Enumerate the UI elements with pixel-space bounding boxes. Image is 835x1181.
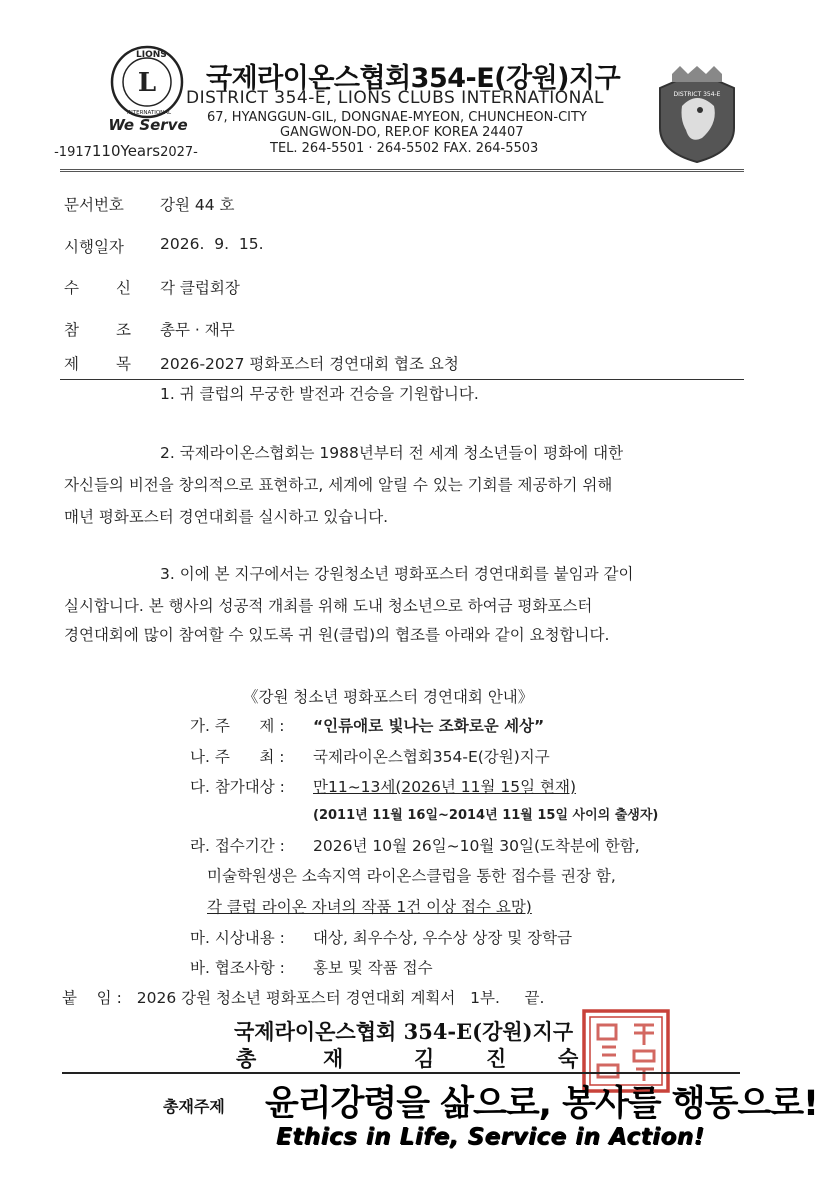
issue-date: 2026. 9. 15. — [160, 235, 264, 253]
info-title: 《강원 청소년 평화포스터 경연대회 안내》 — [243, 688, 534, 706]
info-label-cooperation: 바. 협조사항 : — [190, 959, 285, 977]
logo-text-top: LIONS — [136, 50, 167, 60]
info-period-line-3: 각 클럽 라이온 자녀의 작품 1건 이상 접수 요망) — [207, 898, 532, 916]
governor-motto-english: Ethics in Life, Service in Action! — [276, 1124, 705, 1150]
attachment — [62, 986, 544, 1008]
signature-name-2: 진 — [486, 1046, 507, 1071]
contact-numbers: TEL. 264-5501 · 264-5502 FAX. 264-5503 — [270, 141, 539, 156]
motto-label: 총재주제 — [163, 1097, 225, 1116]
svg-text:L: L — [137, 68, 157, 98]
attachment-text: 2026 강원 청소년 평화포스터 경연대회 계획서 1부. 끝. — [136, 989, 545, 1007]
years-badge — [46, 142, 206, 160]
paragraph-1: 1. 귀 클럽의 무궁한 발전과 건승을 기원합니다. — [160, 385, 479, 403]
info-value-theme: “인류애로 빛나는 조화로운 세상” — [313, 717, 545, 735]
doc-number: 강원 44 호 — [160, 196, 235, 214]
attachment-label: 붙 임 : — [62, 989, 122, 1007]
subject-divider — [60, 379, 744, 380]
district-emblem-icon — [652, 66, 742, 164]
paragraph-3-line-2: 실시합니다. 본 행사의 성공적 개최를 위해 도내 청소년으로 하여금 평화포스터 — [64, 597, 593, 615]
info-value-period: 2026년 10월 26일~10월 30일(도착분에 한함, — [313, 837, 640, 855]
logo-text-bottom: INTERNATIONAL — [127, 110, 172, 116]
reference-label-2: 조 — [116, 321, 131, 339]
signature-name-1: 김 — [414, 1046, 435, 1071]
recipient: 각 클럽회장 — [160, 279, 240, 297]
subject: 2026-2027 평화포스터 경연대회 협조 요청 — [160, 355, 459, 373]
years-suffix: 2027- — [160, 145, 198, 160]
org-name-korean: 국제라이온스협회354-E(강원)지구 — [206, 63, 621, 94]
header-divider — [60, 169, 744, 172]
date-label: 시행일자 — [64, 238, 124, 256]
org-name-english: DISTRICT 354-E, LIONS CLUBS INTERNATIONAL — [186, 88, 604, 108]
recipient-label-1: 수 — [64, 279, 79, 297]
paragraph-2-line-1: 2. 국제라이온스협회는 1988년부터 전 세계 청소년들이 평화에 대한 — [160, 444, 624, 462]
info-label-period: 라. 접수기간 : — [190, 837, 285, 855]
years-prefix: -1917 — [54, 145, 92, 160]
paragraph-2-line-2: 자신들의 비전을 창의적으로 표현하고, 세계에 알릴 수 있는 기회를 제공하기 위해 — [64, 476, 613, 494]
governor-motto: 윤리강령을 삶으로, 봉사를 행동으로! — [265, 1084, 818, 1124]
info-label-eligibility: 다. 참가대상 : — [190, 778, 285, 796]
paragraph-3-line-3: 경연대회에 많이 참여할 수 있도록 귀 원(클럽)의 협조를 아래와 같이 요청합니다. — [64, 626, 610, 644]
address-line-1: 67, HYANGGUN-GIL, DONGNAE-MYEON, CHUNCHEON-CITY — [207, 110, 587, 125]
years-main: 110Years — [91, 142, 161, 160]
info-label-awards: 마. 시상내용 : — [190, 929, 285, 947]
footer-divider — [62, 1072, 740, 1074]
address-line-2: GANGWON-DO, REP.OF KOREA 24407 — [280, 125, 524, 140]
info-period-line-2: 미술학원생은 소속지역 라이온스클럽을 통한 접수를 권장 함, — [207, 867, 616, 885]
info-value-cooperation: 홍보 및 작품 접수 — [313, 959, 433, 977]
reference-label-1: 참 — [64, 321, 79, 339]
info-label-theme: 가. 주 제 : — [190, 717, 285, 735]
subject-label-2: 목 — [116, 355, 131, 373]
recipient-label-2: 신 — [116, 279, 131, 297]
reference: 총무 · 재무 — [160, 321, 235, 339]
we-serve-slogan: We Serve — [108, 116, 188, 134]
info-label-host: 나. 주 최 : — [190, 748, 285, 766]
signature-name-3: 숙 — [558, 1046, 579, 1071]
info-value-host: 국제라이온스협회354-E(강원)지구 — [313, 748, 550, 766]
paragraph-3-line-1: 3. 이에 본 지구에서는 강원청소년 평화포스터 경연대회를 붙임과 같이 — [160, 565, 634, 583]
info-value-eligibility: 만11~13세(2026년 11월 15일 현재) — [313, 778, 577, 796]
subject-label-1: 제 — [64, 355, 79, 373]
eligibility-note: (2011년 11월 16일~2014년 11월 15일 사이의 출생자) — [313, 808, 659, 823]
emblem-text: DISTRICT 354-E — [673, 91, 721, 98]
info-value-awards: 대상, 최우수상, 우수상 상장 및 장학금 — [313, 929, 573, 947]
signature-title-2: 재 — [323, 1046, 344, 1071]
signature-title-1: 총 — [236, 1046, 257, 1071]
doc-number-label: 문서번호 — [64, 196, 124, 214]
lions-logo-icon — [104, 44, 190, 120]
paragraph-2-line-3: 매년 평화포스터 경연대회를 실시하고 있습니다. — [64, 508, 389, 526]
signature-org: 국제라이온스협회 354-E(강원)지구 — [234, 1019, 574, 1044]
